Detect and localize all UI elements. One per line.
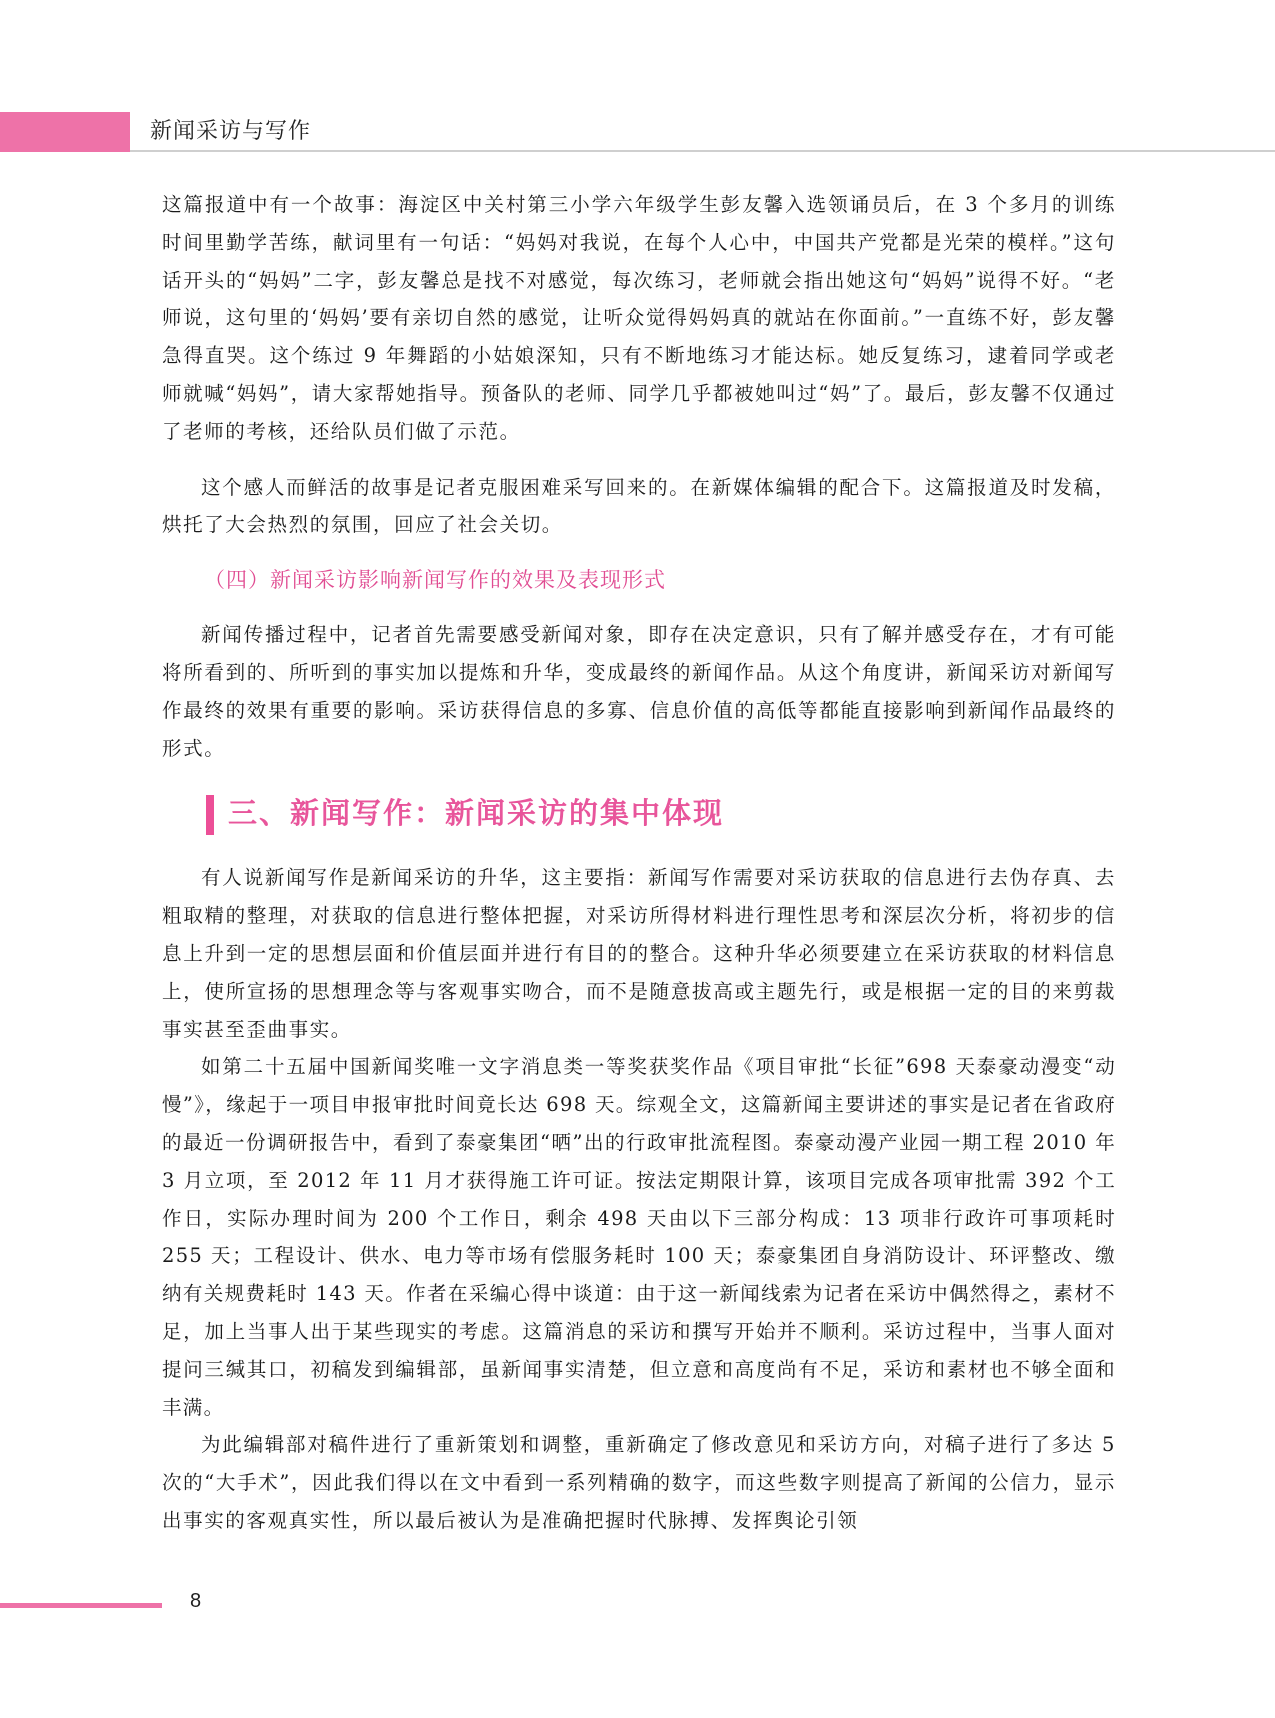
section-heading-text: 三、新闻写作：新闻采访的集中体现 (228, 796, 725, 831)
page-body (162, 186, 1116, 1540)
paragraph-summary: 这个感人而鲜活的故事是记者克服困难采写回来的。在新媒体编辑的配合下。这篇报道及时发稿，烘托了大会热烈的氛围，回应了社会关切。 (162, 475, 1116, 537)
paragraph-example: 如第二十五届中国新闻奖唯一文字消息类一等奖获奖作品《项目审批“长征”698 天泰豪动漫变“动慢”》，缘起于一项目申报审批时间竟长达 698 天。综观全文，这篇新闻主要讲述的事实是记者在省政府的最近一份调研报告中，看到了泰豪集团“晒”出的行政审批流程图。泰豪动漫产业园一期工程 2010 年 3 月立项，至 2012 年 11 月才获得施工许可证。按法定期限计算，该项目完成各项审批需 392 个工作日，实际办理时间为 200 个工作日，剩余 498 天由以下三部分构成：13 项非行政许可事项耗时 255 天；工程设计、供水、电力等市场有偿服务耗时 100 天；泰豪集团自身消防设计、环评整改、缴纳有关规费耗时 143 天。作者在采编心得中谈道：由于这一新闻线索为记者在采访中偶然得之，素材不足，加上当事人出于某些现实的考虑。这篇消息的采访和撰写开始并不顺利。采访过程中，当事人面对提问三缄其口，初稿发到编辑部，虽新闻事实清楚，但立意和高度尚有不足，采访和素材也不够全面和丰满。 (162, 1055, 1116, 1419)
paragraph-revision: 为此编辑部对稿件进行了重新策划和调整，重新确定了修改意见和采访方向，对稿子进行了多达 5 次的“大手术”，因此我们得以在文中看到一系列精确的数字，而这些数字则提高了新闻的公信力，显示出事实的客观真实性，所以最后被认为是准确把握时代脉搏、发挥舆论引领 (162, 1433, 1116, 1532)
paragraph-sublimation: 有人说新闻写作是新闻采访的升华，这主要指：新闻写作需要对采访获取的信息进行去伪存真、去粗取精的整理，对获取的信息进行整体把握，对采访所得材料进行理性思考和深层次分析，将初步的信息上升到一定的思想层面和价值层面并进行有目的的整合。这种升华必须要建立在采访获取的材料信息上，使所宣扬的思想理念等与客观事实吻合，而不是随意拔高或主题先行，或是根据一定的目的来剪裁事实甚至歪曲事实。 (162, 866, 1116, 1041)
footer-accent-bar (0, 1603, 162, 1608)
paragraph-influence: 新闻传播过程中，记者首先需要感受新闻对象，即存在决定意识，只有了解并感受存在，才有可能将所看到的、所听到的事实加以提炼和升华，变成最终的新闻作品。从这个角度讲，新闻采访对新闻写作最终的效果有重要的影响。采访获得信息的多寡、信息价值的高低等都能直接影响到新闻作品最终的形式。 (162, 623, 1116, 760)
section-heading-bar (206, 795, 214, 835)
paragraph-story: 这篇报道中有一个故事：海淀区中关村第三小学六年级学生彭友馨入选领诵员后，在 3 个多月的训练时间里勤学苦练，献词里有一句话：“妈妈对我说，在每个人心中，中国共产党都是光荣的模样。”这句话开头的“妈妈”二字，彭友馨总是找不对感觉，每次练习，老师就会指出她这句“妈妈”说得不好。“老师说，这句里的‘妈妈’要有亲切自然的感觉，让听众觉得妈妈真的就站在你面前。”一直练不好，彭友馨急得直哭。这个练过 9 年舞蹈的小姑娘深知，只有不断地练习才能达标。她反复练习，逮着同学或老师就喊“妈妈”，请大家帮她指导。预备队的老师、同学几乎都被她叫过“妈”了。最后，彭友馨不仅通过了老师的考核，还给队员们做了示范。 (162, 193, 1116, 443)
page-number: 8 (190, 1590, 202, 1612)
subsection-heading: （四）新闻采访影响新闻写作的效果及表现形式 (204, 568, 666, 593)
header-divider (130, 150, 1275, 152)
header-accent-bar (0, 112, 130, 152)
section-heading (206, 791, 1116, 837)
running-header-title: 新闻采访与写作 (150, 119, 312, 144)
